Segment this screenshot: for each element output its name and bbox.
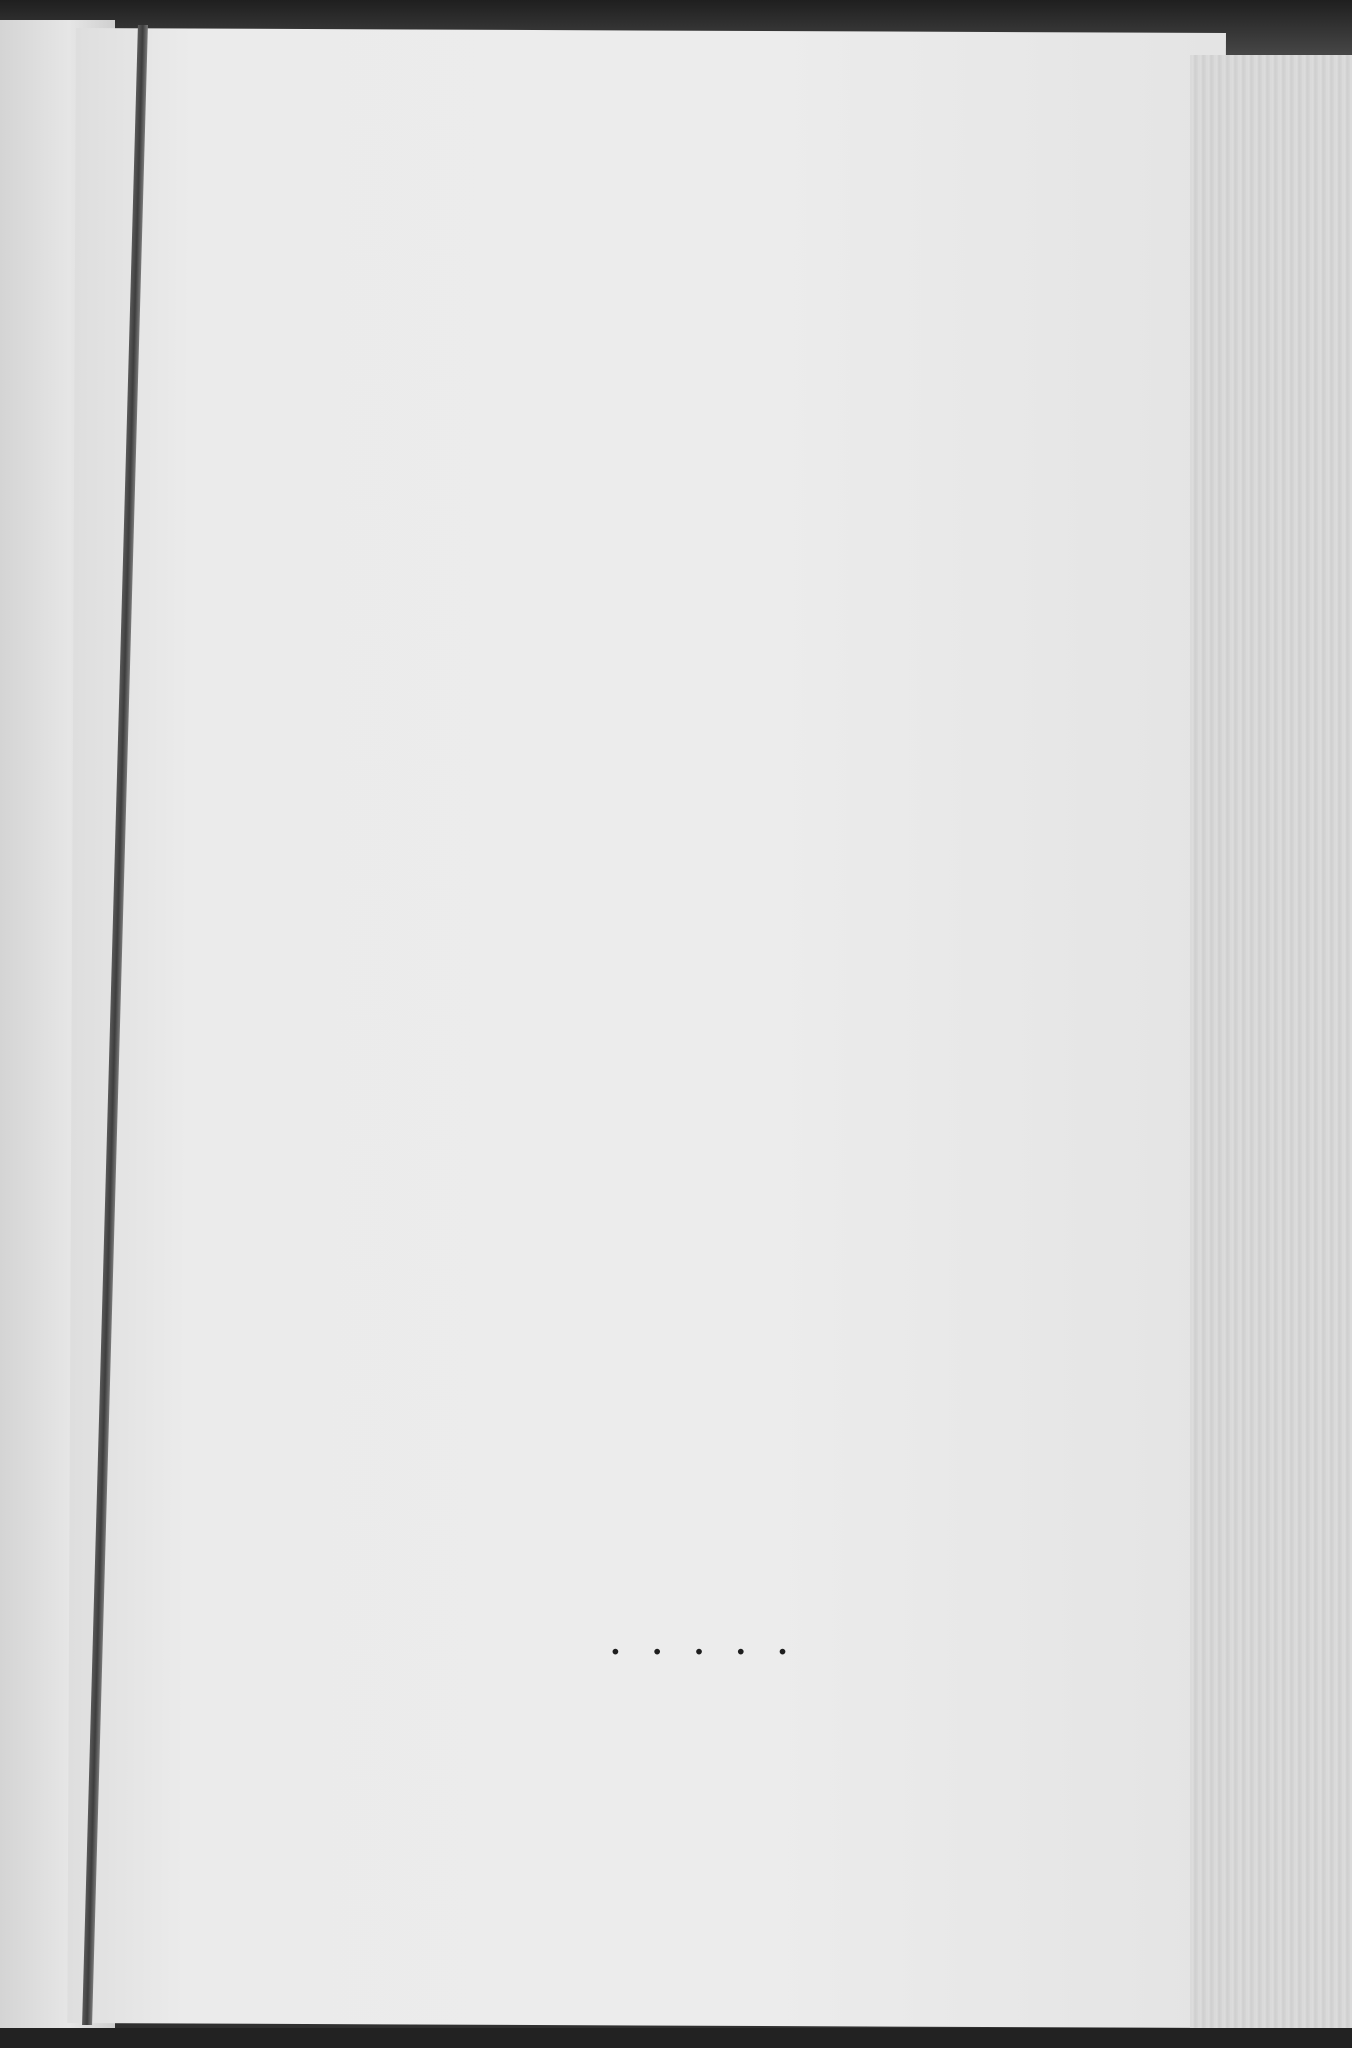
leader-dots: . . . . .: [610, 1626, 788, 1662]
bottom-shadow: [0, 2028, 1352, 2048]
appendix-entry-line3: [0, 1626, 1352, 1670]
appendix-entry: [0, 1532, 1352, 1576]
book-page: [67, 28, 1226, 2028]
page-stack-edge: [1190, 55, 1352, 2048]
appendix-entry-line2: [0, 1580, 1352, 1624]
